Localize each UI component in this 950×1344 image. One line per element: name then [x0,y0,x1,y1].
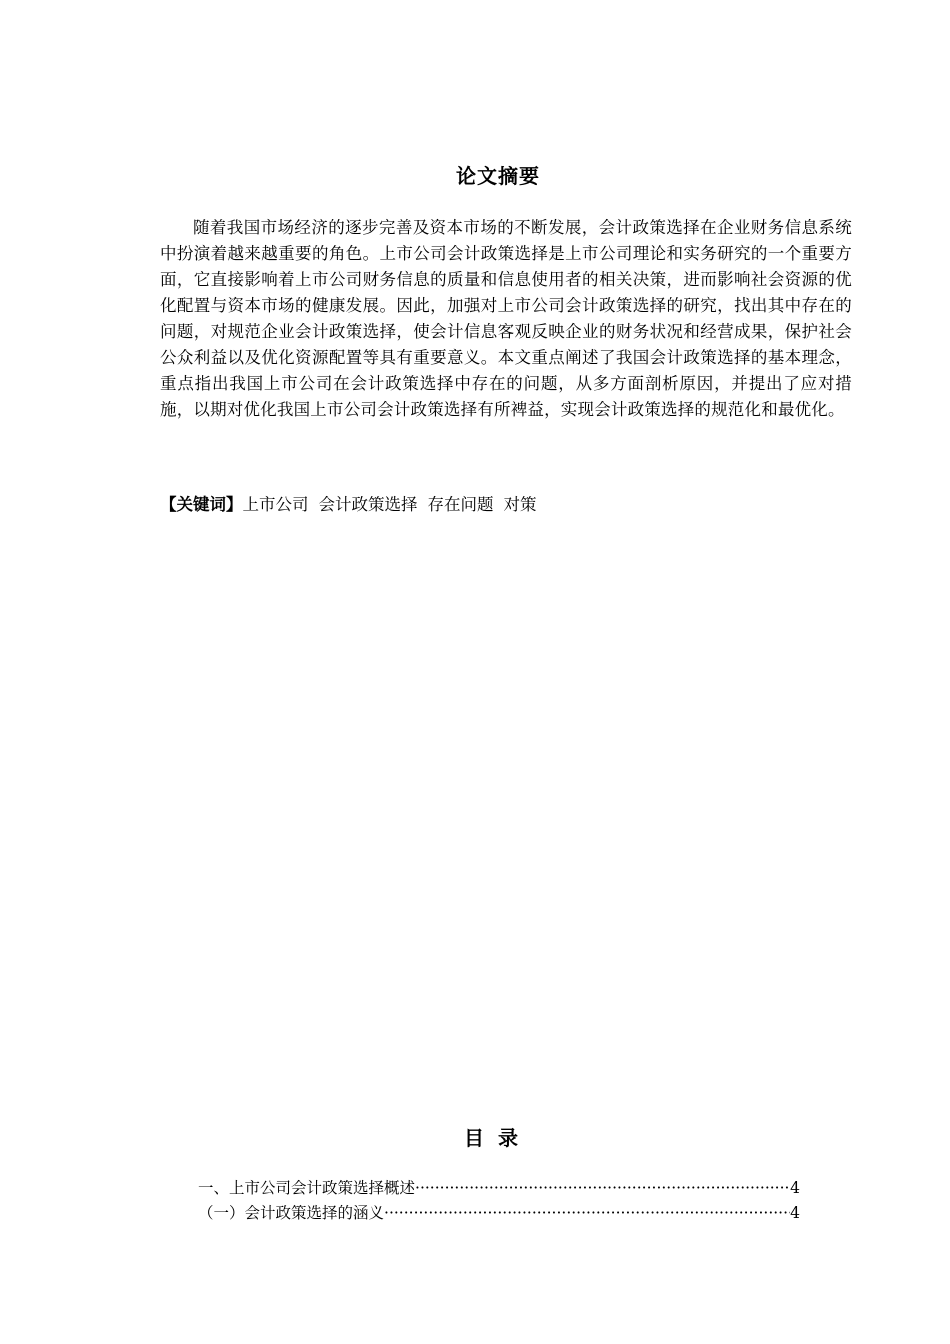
abstract-title: 论文摘要 [456,164,540,188]
toc-entry[interactable] [198,1176,800,1201]
toc-leader-dots [415,1176,790,1201]
toc-entry-page: 4 [790,1179,800,1197]
toc-entry-text: （一）会计政策选择的涵义 [198,1204,385,1222]
abstract-body: 随着我国市场经济的逐步完善及资本市场的不断发展，会计政策选择在企业财务信息系统中扮演着越来越重要的角色。上市公司会计政策选择是上市公司理论和实务研究的一个重要方面，它直接影响着上市公司财务信息的质量和信息使用者的相关决策，进而影响社会资源的优化配置与资本市场的健康发展。因此，加强对上市公司会计政策选择的研究，找出其中存在的问题，对规范企业会计政策选择，使会计信息客观反映企业的财务状况和经营成果，保护社会公众利益以及优化资源配置等具有重要意义。本文重点阐述了我国会计政策选择的基本理念，重点指出我国上市公司在会计政策选择中存在的问题，从多方面剖析原因，并提出了应对措施，以期对优化我国上市公司会计政策选择有所裨益，实现会计政策选择的规范化和最优化。 [160,218,852,419]
toc-entry[interactable] [198,1201,800,1226]
table-of-contents [198,1176,800,1226]
keyword-item: 会计政策选择 [318,495,418,514]
keyword-item: 上市公司 [242,495,309,514]
keyword-item: 存在问题 [427,495,494,514]
toc-entry-text: 一、上市公司会计政策选择概述 [198,1179,416,1197]
toc-title: 目录 [464,1126,532,1150]
toc-leader-dots [384,1201,790,1226]
keywords-label: 【关键词】 [160,495,243,514]
keywords-line [160,492,852,518]
keyword-item: 对策 [503,495,537,514]
toc-entry-page: 4 [790,1204,800,1222]
